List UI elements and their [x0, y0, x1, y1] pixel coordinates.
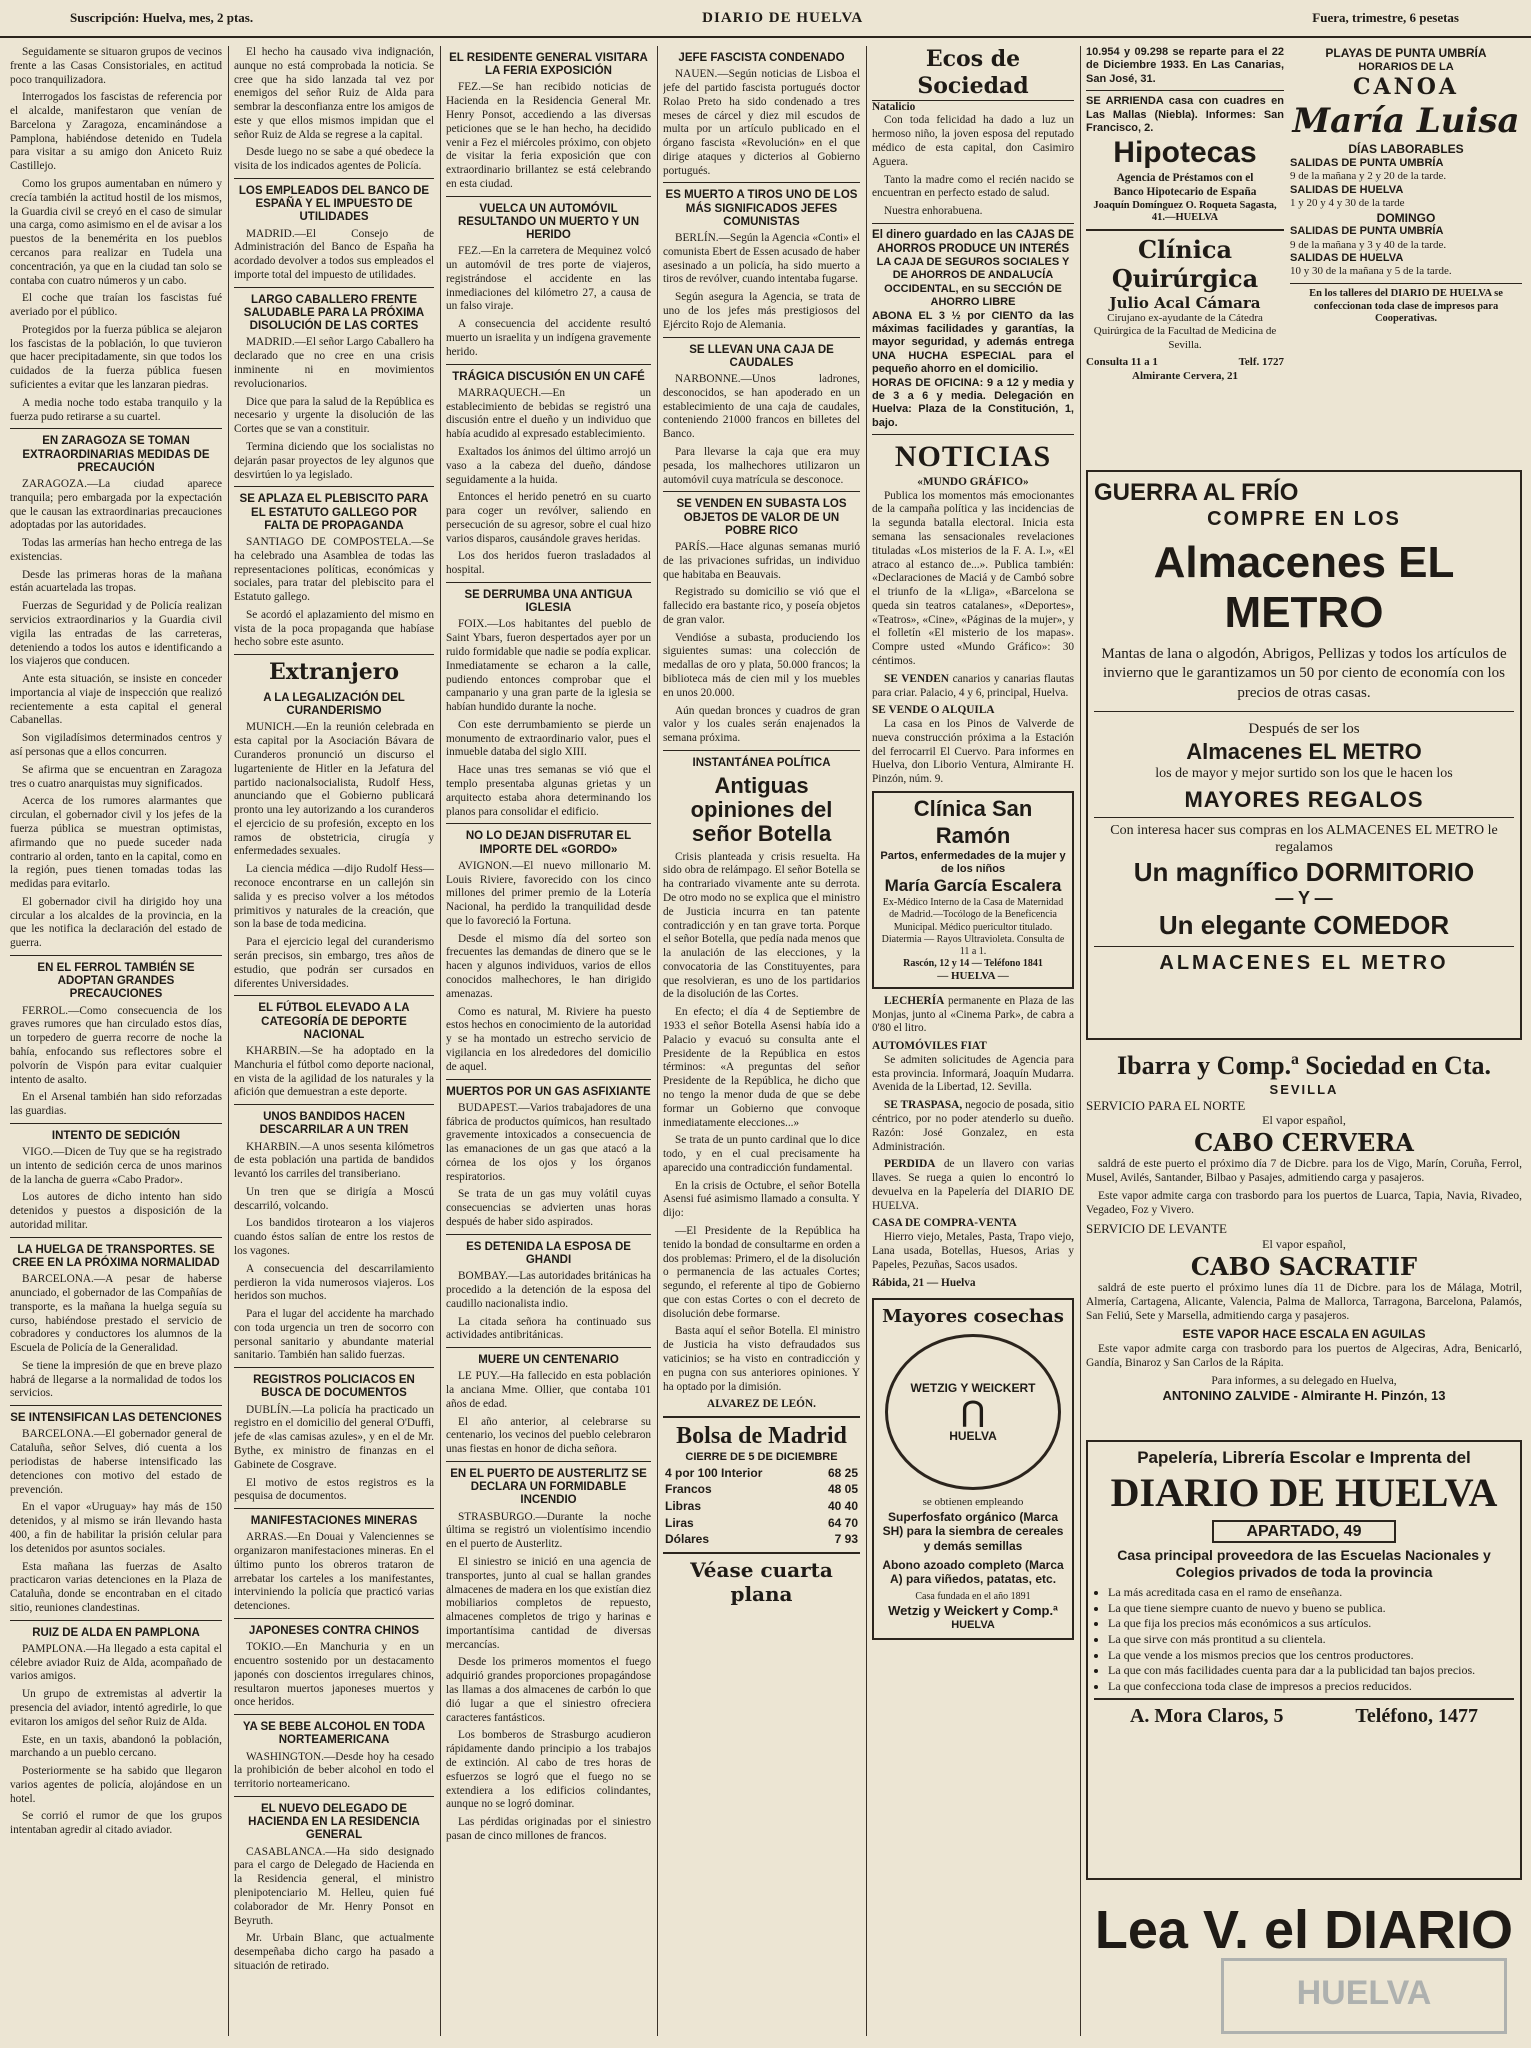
savings-ad-bank: LA CAJA DE SEGUROS SOCIALES Y DE AHORROS DE ANDALUCÍA OCCIDENTAL, en su SECCIÓN DE AHORRO LIBRE [876, 255, 1070, 309]
article-headline: YA SE BEBE ALCOHOL EN TODA NORTEAMERICANA [242, 1721, 426, 1747]
article-headline: SE VENDEN EN SUBASTA LOS OBJETOS DE VALOR DE UN POBRE RICO [676, 498, 847, 537]
stop-note: ESTE VAPOR HACE ESCALA EN AGUILAS [1182, 1327, 1426, 1342]
ferry-name: María Luisa [1292, 100, 1520, 141]
paragraph: Entonces el herido penetró en su cuarto para coger un revólver, saliendo en persecución de su agresor, sobre el cual hizo varios disparos, causándole graves heridas. [446, 491, 651, 545]
paragraph: Interrogados los fascistas de referencia por el alcalde, manifestaron que venían de Barcelona y Zaragoza, encaminándose a Pamplona, habiéndose detenido en Tudela para visitar a su amigo don Aniceto Ruiz Castillejo. [10, 91, 222, 173]
stock-row [663, 1498, 860, 1515]
mortgage-bank: Banco Hipotecario de España [1113, 185, 1257, 198]
schedule-subheading: SALIDAS DE HUELVA [1290, 183, 1404, 196]
mortgage-sub: Agencia de Préstamos con el [1116, 172, 1254, 185]
paragraph: KHARBIN.—Se ha adoptado en la Manchuria el fútbol como deporte nacional, en vista de la agilidad de los naturales y la afición que demuestran a este deporte. [234, 1044, 434, 1099]
metro-text: los de mayor y mejor surtido son los que le hacen los [1155, 766, 1453, 782]
paragraph: NARBONNE.—Unos ladrones, desconocidos, se han apoderado en un establecimiento de una caja de caudales, conteniendo 21000 francos en billetes del Banco. [663, 373, 860, 441]
paragraph: A consecuencia del descarrilamiento perdieron la vida numerosos viajeros. Los heridos son muchos. [234, 1262, 434, 1303]
classified-heading: SE VENDE O ALQUILA [872, 704, 995, 717]
column-5 [872, 46, 1074, 2041]
paragraph: Se corrió el rumor de que los grupos intentaban agredir al citado aviador. [10, 1810, 222, 1837]
column-2 [234, 46, 434, 2041]
article-headline: ES DETENIDA LA ESPOSA DE GHANDI [466, 1240, 631, 1266]
paragraph: NAUEN.—Según noticias de Lisboa el jefe del partido fascista portugués doctor Rolao Preto ha sido condenado a tres meses de cárcel y diez mil escudos de multa por un artículo publicado en el órgano fascista «Revolución» en el que dirige ataques y dicterios al Gobierno portugués. [663, 68, 860, 177]
paragraph: STRASBURGO.—Durante la noche última se registró un violentísimo incendio en el puerto de Austerlitz. [446, 1510, 651, 1551]
article-headline: JAPONESES CONTRA CHINOS [248, 1625, 420, 1638]
classified-heading: LECHERÍA [884, 994, 945, 1007]
paragraph: Posteriormente se ha sabido que llegaron varios agentes de policía, alojándose en un hotel. [10, 1765, 222, 1805]
fertilizer-ad [872, 1298, 1074, 1640]
paragraph: WASHINGTON.—Desde hoy ha cesado la prohibición de beber alcohol en todo el territorio norteamericano. [234, 1750, 434, 1791]
paragraph: Se tiene la impresión de que en breve plazo habrá de llegarse a la normalidad de todos los servicios. [10, 1359, 222, 1400]
article-headline: SE APLAZA EL PLEBISCITO PARA EL ESTATUTO GALLEGO POR FALTA DE PROPAGANDA [239, 493, 429, 532]
schedule-subheading: SALIDAS DE HUELVA [1290, 252, 1404, 265]
article-headline: EL FÚTBOL ELEVADO A LA CATEGORÍA DE DEPORTE NACIONAL [258, 1002, 410, 1041]
classified-text: Hierro viejo, Metales, Pasta, Trapo viejo, Lana usada, Botellas, Huesos, Arias y Papeles, Pezuñas, Sacos usados. [872, 1231, 1074, 1271]
shipping-company: Ibarra y Comp.ª Sociedad en Cta. [1117, 1051, 1491, 1080]
paragraph: PAMPLONA.—Ha llegado a esta capital el célebre aviador Ruiz de Alda, acompañado de varios amigos. [10, 1642, 222, 1683]
paragraph: Para el ejercicio legal del curanderismo serán precisos, sin embargo, tres años de estudio, que podrán ser cursados en diferentes Universidades. [234, 936, 434, 990]
logo-brand: WETZIG Y WEICKERT [910, 1380, 1036, 1395]
paragraph: El gobernador civil ha dirigido hoy una circular a los alcaldes de la provincia, en la que les notifica la declaración del estado de guerra. [10, 895, 222, 950]
classified-address: Rábida, 21 — Huelva [872, 1276, 976, 1289]
article-headline: ES MUERTO A TIROS UNO DE LOS MÁS SIGNIFICADOS JEFES COMUNISTAS [665, 189, 858, 228]
paragraph: FEZ.—En la carretera de Mequinez volcó un automóvil de tres porte de viajeros, registrándose el accidente en las inmediaciones del kilómetro 27, a causa de un falso viraje. [446, 245, 651, 313]
article-headline: VUELCA UN AUTOMÓVIL RESULTANDO UN MUERTO Y UN HERIDO [457, 202, 640, 242]
fertilizer-text: se obtienen empleando [922, 1496, 1024, 1509]
metro-sub: COMPRE EN LOS [1207, 508, 1401, 531]
subscription-local: Suscripción: Huelva, mes, 2 ptas. [70, 10, 254, 25]
vessel-name: CABO SACRATIF [1190, 1251, 1418, 1281]
article-headline: EL NUEVO DELEGADO DE HACIENDA EN LA RESIDENCIA GENERAL [248, 1802, 420, 1842]
stationery-item: • La que tiene siempre cuanto de nuevo y bueno se publica. [1108, 1601, 1514, 1617]
vessel-label: El vapor español, [1262, 1113, 1346, 1128]
paragraph: Dice que para la salud de la República es necesario y urgente la disolución de las Cortes que se van a constituir. [234, 395, 434, 436]
section-title: Extranjero [268, 659, 400, 686]
paragraph: BARCELONA.—El gobernador general de Cataluña, señor Selves, dió cuenta a los periodistas de haberse intensificado las detenciones con motivo del estado de prevención. [10, 1428, 222, 1496]
article-headline: TRÁGICA DISCUSIÓN EN UN CAFÉ [452, 370, 645, 383]
stock-name: Francos [665, 1482, 712, 1497]
paragraph: AVIGNON.—El nuevo millonario M. Louis Riviere, favorecido con los cinco millones del primer premio de la Lotería Nacional, ha perdido la tranquilidad desde que lo favoreció la Fortuna. [446, 859, 651, 927]
savings-ad-heading: El dinero guardado en las CAJAS DE AHORROS PRODUCE UN INTERÉS [872, 228, 1074, 255]
classified-heading: CASA DE COMPRA-VENTA [872, 1217, 1017, 1230]
classified-heading: AUTOMÓVILES FIAT [872, 1040, 987, 1053]
paragraph: Registrado su domicilio se vió que el fallecido era bastante rico, y poseía objetos de gran valor. [663, 586, 860, 626]
paragraph: ARRAS.—En Douai y Valenciennes se organizaron manifestaciones mineras. En el último punto los obreros trataron de arrebatar los carteles a los manifestantes, interviniendo la policía que practicó varias detenciones. [234, 1531, 434, 1613]
savings-ad-hours: HORAS DE OFICINA: 9 a 12 y media y de 3 a 6 y media. Delegación en Huelva: Plaza de la Constitución, 1, bajo. [872, 376, 1074, 429]
paragraph: BUDAPEST.—Varios trabajadores de una fábrica de productos químicos, han resultado gravemente intoxicados a consecuencia de las emanaciones de un gas que atacó a la córnea de los ojos y los órganos respiratorios. [446, 1101, 651, 1183]
read-the-newspaper: Lea V. el DIARIO [1094, 1900, 1514, 1960]
company-name: Wetzig y Weickert y Comp.ª [888, 1603, 1058, 1619]
paragraph: BERLÍN.—Según la Agencia «Conti» el comunista Ebert de Essen acusado de haber asesinado a un policía, ha sido muerto a tiros de revólver, cuando intentaba fugarse. [663, 232, 860, 286]
service-heading: SERVICIO PARA EL NORTE [1086, 1097, 1246, 1113]
paragraph: En el Arsenal también han sido reforzadas las guardias. [10, 1091, 222, 1118]
clinic-description: Cirujano ex-ayudante de la Cátedra Quirúrgica de la Facultad de Medicina de Sevilla. [1093, 312, 1277, 351]
column-7 [1290, 46, 1522, 426]
paragraph: Los bandidos tirotearon a los viajeros cuando éstos salían de entre los restos de los vagones. [234, 1217, 434, 1257]
article-headline: SE LLEVAN UNA CAJA DE CAUDALES [689, 343, 834, 369]
article-headline: SE DERRUMBA UNA ANTIGUA IGLESIA [464, 588, 633, 615]
metro-text: Después de ser los [1248, 721, 1360, 738]
article-headline: EL RESIDENTE GENERAL VISITARA LA FERIA EXPOSICIÓN [449, 52, 648, 78]
stock-value: 64 70 [827, 1515, 858, 1530]
stationery-item: • La que confecciona toda clase de impresos a precios reducidos. [1108, 1679, 1514, 1695]
paragraph: El hecho ha causado viva indignación, aunque no está comprobada la noticia. Se cree que ha sido lanzada tal vez por enemigos del señor Ruiz de Alda para sembrar la desconfianza entre los amigos de este y que ellos mismos impidan que el señor Ruiz de Alda se regrese a la capital. [234, 46, 434, 141]
article-headline: LOS EMPLEADOS DEL BANCO DE ESPAÑA Y EL IMPUESTO DE UTILIDADES [238, 185, 430, 224]
metro-headline: GUERRA AL FRÍO [1094, 479, 1299, 506]
classified-heading: SE TRASPASA, [884, 1099, 963, 1112]
vessel-label: El vapor español, [1262, 1237, 1346, 1252]
classified-text: negocio de posada, sitio céntrico, por no poder atenderlo su dueño. Razón: José Gonzalez, en esta Administración. [872, 1099, 1074, 1153]
column-4 [663, 46, 860, 2041]
paragraph: KHARBIN.—A unos sesenta kilómetros de esta población una partida de bandidos levantó los carriles del transiberiano. [234, 1140, 434, 1181]
paragraph: Nuestra enhorabuena. [884, 205, 983, 218]
paragraph: MADRID.—El señor Largo Caballero ha declarado que no cree en una crisis inminente ni en movimientos revolucionarios. [234, 336, 434, 390]
column-rule [657, 46, 658, 2036]
paragraph: Se afirma que se encuentran en Zaragoza tres o cuatro anarquistas muy significados. [10, 763, 222, 790]
clinic-name: Clínica San Ramón [913, 796, 1033, 848]
paragraph: A media noche todo estaba tranquilo y la fuerza pudo retirarse a su cuartel. [10, 396, 222, 423]
paragraph: Se trata de un punto cardinal que lo dice todo, y en el cual precisamente ha aparecido una contradicción fundamental. [663, 1134, 860, 1174]
paragraph: En la crisis de Octubre, el señor Botella Asensi fué asimismo llamado a consulta. Y dijo: [663, 1179, 860, 1220]
paragraph: DUBLÍN.—La policía ha practicado un registro en el domicilio del general O'Duffi, jefe de «las camisas azules», y en el de Mr. Bythe, ex ministro de finanzas en el Gabinete de Cosgrave. [234, 1403, 434, 1471]
paragraph: Se trata de un gas muy volátil cuyas consecuencias se advierten unas horas después de haber sido aspirados. [446, 1188, 651, 1228]
classified-heading: SE VENDEN [884, 672, 949, 685]
fertilizer-headline: Mayores cosechas [882, 1306, 1064, 1328]
paragraph: Desde las primeras horas de la mañana están acuartelada las tropas. [10, 568, 222, 595]
society-section-title: Ecos de Sociedad [872, 46, 1074, 101]
mortgage-title: Hipotecas [1113, 136, 1257, 170]
paragraph: Termina diciendo que los socialistas no dejarán pasar proyectos de ley algunos que desvirtúen lo ya legislado. [234, 440, 434, 481]
paragraph: La citada señora ha continuado sus actividades antibritánicas. [446, 1315, 651, 1342]
metro-ad [1086, 470, 1522, 1040]
ferry-beach: PLAYAS DE PUNTA UMBRÍA [1325, 46, 1487, 60]
stock-value: 48 05 [827, 1482, 858, 1497]
paragraph: Este, en un taxis, abandonó la población, marchando a un pueblo cercano. [10, 1733, 222, 1760]
article-headline: EN EL FERROL TAMBIÉN SE ADOPTAN GRANDES PRECAUCIONES [37, 961, 195, 1001]
classified-text: permanente en Plaza de las Monjas, junto al «Cinema Park», de cabra a 0'80 el litro. [872, 994, 1074, 1035]
schedule-subheading: SALIDAS DE PUNTA UMBRÍA [1290, 225, 1444, 238]
stationery-item: • La que fija los precios más económicos a sus artículos. [1108, 1616, 1514, 1632]
paragraph: La ciencia médica —dijo Rudolf Hess— reconoce encontrarse en un callejón sin salida y es preciso volver a los métodos primitivos y naturales de la creación, que son la base de toda medicina. [234, 863, 434, 931]
metro-prize-2: Un elegante COMEDOR [1158, 910, 1450, 941]
paragraph: Los bomberos de Strasburgo acudieron rápidamente dando principio a los trabajos de extinción. Al cabo de tres horas de esfuerzos se logró que el fuego no se extendiera a los edificios colindantes, aunque no se logró dominar. [446, 1729, 651, 1811]
stationery-claim: Casa principal proveedora de las Escuelas Nacionales y Colegios privados de toda la provincia [1117, 1547, 1491, 1581]
paragraph: Esta mañana las fuerzas de Asalto practicaron varias detenciones en la Plaza de Cataluña, donde se encontraban en el citado sitio, reuniones clandestinas. [10, 1560, 222, 1614]
metro-and: — Y — [1275, 888, 1333, 909]
article-headline: A LA LEGALIZACIÓN DEL CURANDERISMO [263, 692, 405, 718]
paragraph: saldrá de este puerto el próximo lunes día 11 de Dicbre. para los de Málaga, Motril, Almería, Cartagena, Alicante, Valencia, Palma de Mallorca, Tarragona, Barcelona, Palamós, San Feliú, Sete y Marsella, admitiendo carga y pasajeros. [1086, 1282, 1522, 1323]
paragraph: Mr. Urbain Blanc, que actualmente desempeñaba dicho cargo ha pasado a situación de retirado. [234, 1932, 434, 1972]
subheading: «MUNDO GRÁFICO» [917, 475, 1029, 488]
article-headline: EN ZARAGOZA SE TOMAN EXTRAORDINARIAS MEDIDAS DE PRECAUCIÓN [22, 435, 210, 474]
metro-text: Con interesa hacer sus compras en los ALMACENES EL METRO le regalamos [1110, 823, 1498, 856]
paragraph: Protegidos por la fuerza pública se alejaron los fascistas de la población, lo que tuvieron que hacer precipitadamente, sin que todos los cuidados de la fuerza pública fuesen suficientes a evitar que les lanzaran piedras. [10, 323, 222, 391]
paragraph: BARCELONA.—A pesar de haberse anunciado, el gobernador de las Compañías de transporte, es la mañana la huelga seguía su curso, habiéndose prestado el servicio de cobradores y conductores los alumnos de la Escuela de Policía de la Generalidad. [10, 1273, 222, 1355]
paragraph: MUNICH.—En la reunión celebrada en esta capital por la Asociación Bávara de Curanderos pronunció un discurso el lugarteniente de Hitler en la Jefatura del partido nacionalsocialista, Rudolf Hess, anunciando que el Gobierno publicará pronto una ley autorizando a los curanderos el ejercicio de su profesión, excepto en los ramos de obstetricia, cirugía y enfermedades sexuales. [234, 721, 434, 858]
article-headline: LARGO CABALLERO FRENTE SALUDABLE PARA LA PRÓXIMA DISOLUCIÓN DE LAS CORTES [243, 293, 425, 333]
shipping-ad [1086, 1050, 1522, 1430]
article-headline: REGISTROS POLICIACOS EN BUSCA DE DOCUMENTOS [253, 1374, 415, 1400]
paragraph: El coche que traían los fascistas fué averiado por el público. [10, 292, 222, 319]
clinic-phone: Telf. 1727 [1238, 356, 1284, 369]
metro-prize-1: Un magnífico DORMITORIO [1133, 856, 1475, 887]
mortgage-address: Joaquín Domínguez O. Roqueta Sagasta, 41.—HUELVA [1093, 199, 1277, 224]
paragraph: saldrá de este puerto el próximo día 7 de Dicbre. para los de Vigo, Marín, Coruña, Ferrol, Musel, Avilés, Santander, Bilbao y Pasajes, admitiendo carga y pasajeros. [1086, 1158, 1522, 1185]
logo-city: HUELVA [949, 1429, 997, 1444]
column-rule [1080, 46, 1081, 2036]
paragraph: Crisis planteada y crisis resuelta. Ha sido obra de relámpago. El señor Botella se ha contrariado vivamente ante su derrota. De otro modo no se explica que el ministro de Justicia incurra en tan patente contradicción y en tan grave torta. Porque el señor Botella, que pedía nada menos que la anulación de las elecciones, y la convocatoria de las Constituyentes, para que resolvieran, es uno de los partidarios de la disolución de las Cortes. [663, 850, 860, 1001]
article-headline: SE INTENSIFICAN LAS DETENCIONES [10, 1412, 222, 1425]
paragraph: FERROL.—Como consecuencia de los graves rumores que han circulado estos días, un torpedero de guerra recorre de noche la bahía, enfocando sus reflectores sobre el polvorín de Vispón para evitar cualquier intento de asalto. [10, 1004, 222, 1086]
column-6 [1086, 46, 1284, 426]
paragraph: Desde luego no se sabe a qué obedece la visita de los indicados agentes de Policía. [234, 146, 434, 173]
paragraph: Vendióse a subasta, produciendo los siguientes sumas: una colección de medallas de oro y plata, 50.000 francos; la biblioteca más de cien mil y los muebles en unos 20.000. [663, 631, 860, 699]
byline: ALVAREZ DE LEÓN. [707, 1398, 816, 1411]
ferry-schedule-label: HORARIOS DE LA [1358, 60, 1454, 73]
column-rule [866, 46, 867, 2036]
stock-row [663, 1465, 860, 1482]
clinic-hours: Consulta 11 a 1 [1086, 356, 1158, 369]
stationery-item: • La más acreditada casa en el ramo de enseñanza. [1108, 1585, 1514, 1601]
paragraph: Para llevarse la caja que era muy pesada, los malhechores utilizaron un automóvil cuya matrícula se desconoce. [663, 445, 860, 486]
schedule-times: 9 de la mañana y 3 y 40 de la tarde. [1290, 238, 1447, 251]
schedule-subheading: SALIDAS DE PUNTA UMBRÍA [1290, 156, 1444, 169]
stock-subtitle: CIERRE DE 5 DE DICIEMBRE [685, 1451, 838, 1464]
paragraph: MADRID.—El Consejo de Administración del Banco de España ha acordado devolver a todos sus empleados el importe total del impuesto de utilidades. [234, 227, 434, 282]
paragraph: TOKIO.—En Manchuria y en un encuentro sostenido por un destacamento japonés con doscientos irregulares chinos, resultaron muertos japoneses muertos y once heridos. [234, 1641, 434, 1709]
agent: ANTONINO ZALVIDE - Almirante H. Pinzón, 13 [1162, 1387, 1446, 1403]
stock-title: Bolsa de Madrid [676, 1423, 847, 1450]
page-header [0, 0, 1531, 38]
stationery-ad [1086, 1440, 1522, 1880]
article-headline: RUIZ DE ALDA EN PAMPLONA [32, 1626, 200, 1639]
subheading: Natalicio [872, 100, 916, 113]
paragraph: Para el lugar del accidente ha marchado con toda urgencia un tren de socorro con personal sanitario y abundante material sanitario. También han salido fuerzas. [234, 1308, 434, 1362]
founded-note: Casa fundada en el año 1891 [915, 1590, 1031, 1602]
stock-name: 4 por 100 Interior [665, 1465, 763, 1480]
classified-heading: PERDIDA [884, 1158, 936, 1171]
schedule-heading: DOMINGO [1376, 210, 1436, 225]
stationery-item: • La que con más facilidades cuenta para dar a la publicidad tan bajos precios. [1108, 1663, 1514, 1679]
article-headline: LA HUELGA DE TRANSPORTES. SE CREE EN LA PRÓXIMA NORMALIDAD [12, 1243, 220, 1269]
info-note: Para informes, a su delegado en Huelva, [1211, 1374, 1397, 1387]
metro-footer: ALMACENES EL METRO [1159, 951, 1449, 974]
stock-value: 40 40 [827, 1499, 858, 1514]
paragraph: El motivo de estos registros es la pesquisa de documentos. [234, 1476, 434, 1503]
article-headline: JEFE FASCISTA CONDENADO [678, 52, 845, 64]
print-shop-note: En los talleres del DIARIO DE HUELVA se confeccionan toda clase de impresos para Cooperativas. [1309, 287, 1503, 325]
clinic-address: Rascón, 12 y 14 — Teléfono 1841 [903, 958, 1043, 970]
paragraph: Se acordó el aplazamiento del mismo en vista de la poca propaganda que habíase hecho sobre este asunto. [234, 608, 434, 649]
article-headline: MANIFESTACIONES MINERAS [250, 1515, 418, 1528]
rent-ad: SE ARRIENDA casa con cuadres en Las Mallas (Niebla). Informes: San Francisco, 2. [1086, 95, 1284, 135]
clinic-details: Ex-Médico Interno de la Casa de Maternidad de Madrid.—Tocólogo de la Beneficencia Municipal. Médico puericultor titulado. Diatermia — Rayos Ultravioleta. Consulta de 11 a 1. [881, 897, 1065, 957]
paragraph: LE PUY.—Ha fallecido en esta población la anciana Mme. Ollier, que contaba 101 años de edad. [446, 1370, 651, 1410]
paragraph: Este vapor admite carga con trasbordo para los puertos de Luarca, Tapia, Navia, Rivadeo, Vegadeo, Foz y Vivero. [1086, 1190, 1522, 1217]
stock-value: 68 25 [827, 1465, 858, 1480]
classified-text: La casa en los Pinos de Valverde de nueva construcción próxima a la Estación del ferrocarril El Cuervo. Para informes en Huelva, don Liborio Ventura, Almirante H. Pinzón, núm. 9. [872, 718, 1074, 786]
article-headline: INSTANTÁNEA POLÍTICA [692, 756, 831, 769]
service-heading: SERVICIO DE LEVANTE [1086, 1221, 1227, 1237]
vessel-name: CABO CERVERA [1194, 1128, 1414, 1158]
stationery-item: • La que sirve con más prontitud a su clientela. [1108, 1632, 1514, 1648]
stationery-list [1108, 1585, 1514, 1694]
article-headline: MUERTOS POR UN GAS ASFIXIANTE [446, 1085, 651, 1098]
masthead-title: DIARIO DE HUELVA [702, 9, 864, 26]
paragraph: ZARAGOZA.—La ciudad aparece tranquila; pero embargada por la expectación que le causan las extraordinarias precauciones adoptadas por las autoridades. [10, 477, 222, 532]
paragraph: Con toda felicidad ha dado a luz un hermoso niño, la joven esposa del reputado médico de esta capital, don Casimiro Aguera. [872, 114, 1074, 168]
paragraph: Con este derrumbamiento se pierde un monumento de extraordinario valor, pues el inmueble databa del siglo XIII. [446, 718, 651, 759]
paragraph: El año anterior, al celebrarse su centenario, los vecinos del pueblo celebraron unas fiestas en honor de dicha señora. [446, 1415, 651, 1456]
clinic-title: Clínica Quirúrgica [1111, 235, 1259, 294]
paragraph: Seguidamente se situaron grupos de vecinos frente a las Casas Consistoriales, en actitud poco tranquilizadora. [10, 46, 222, 86]
lottery-note: 10.954 y 09.298 se reparte para el 22 de Diciembre 1933. En Las Canarias, San José, 31. [1086, 46, 1284, 85]
paragraph: Un grupo de extremistas al advertir la presencia del aviador, intentó agredirle, lo que evitaron los amigos del señor Ruiz de Alda. [10, 1688, 222, 1728]
horseshoe-logo [885, 1334, 1061, 1490]
paragraph: Los autores de dicho intento han sido detenidos y puestos a disposición de la autoridad militar. [10, 1191, 222, 1231]
subscription-outside: Fuera, trimestre, 6 pesetas [1312, 10, 1459, 25]
article-headline: EN EL PUERTO DE AUSTERLITZ SE DECLARA UN FORMIDABLE INCENDIO [450, 1468, 647, 1507]
paragraph: —El Presidente de la República ha tenido la bondad de consultarme en orden a dos problemas: Primero, el de la disolución o permanencia de las actuales Cortes; segundo, el referente al tipo de Gobierno que con estas Cortes o con el decreto de disolución debe formarse. [663, 1224, 860, 1320]
stationery-name: DIARIO DE HUELVA [1110, 1469, 1498, 1515]
stock-row [663, 1531, 860, 1548]
column-1 [10, 46, 222, 2041]
archive-watermark: HUELVA [1221, 1958, 1507, 2034]
news-section-title: NOTICIAS [894, 440, 1052, 474]
article-headline: NO LO DEJAN DISFRUTAR EL IMPORTE DEL «GORDO» [465, 830, 632, 856]
stock-name: Liras [665, 1515, 694, 1530]
stock-row [663, 1515, 860, 1532]
paragraph: BOMBAY.—Las autoridades británicas ha procedido a la detención de la esposa del caudillo nacionalista indio. [446, 1270, 651, 1310]
paragraph: CASABLANCA.—Ha sido designado para el cargo de Delegado de Hacienda en la Residencia general, el ministro plenipotenciario M. Helleu, quien fué colaborador de Mr. Henry Ponsot en Beyruth. [234, 1845, 434, 1927]
paragraph: Desde el mismo día del sorteo son frecuentes las demandas de dinero que se le hacen y algunos individuos, varios de ellos conocidos malhechores, le han dirigido amenazas. [446, 932, 651, 1000]
see-fourth-page: Véase cuarta plana [690, 1557, 833, 1607]
stock-name: Dólares [665, 1532, 710, 1547]
clinic-ad [872, 791, 1074, 989]
schedule-heading: DÍAS LABORABLES [1348, 142, 1464, 157]
metro-name-2: Almacenes EL METRO [1186, 738, 1422, 764]
horseshoe-icon: ⋂ [961, 1396, 985, 1428]
stationery-box: APARTADO, 49 [1212, 1520, 1396, 1544]
paragraph: Acerca de los rumores alarmantes que circulan, el gobernador civil y los jefes de la fuerza pública se muestran optimistas, afirmando que no puede suceder nada contrario al orden, tanto en la capital, como en la región, pues tienen tomadas todas las medidas para evitarlo. [10, 795, 222, 891]
classified-text: de un llavero con varias llaves. Se ruega a quien lo encontró lo devuelva en la Papelería del DIARIO DE HUELVA. [872, 1158, 1074, 1212]
paragraph: MARRAQUECH.—En un establecimiento de bebidas se registró una discusión entre el dueño y un individuo que había acudido al expresado establecimiento. [446, 386, 651, 441]
paragraph: Todas las armerías han hecho entrega de las existencias. [10, 537, 222, 563]
article-headline: INTENTO DE SEDICIÓN [51, 1129, 181, 1142]
stock-table [663, 1465, 860, 1548]
stock-row [663, 1481, 860, 1498]
paragraph: Los dos heridos fueron trasladados al hospital. [446, 550, 651, 577]
paragraph: Según asegura la Agencia, se trata de uno de los jefes más prestigiosos del Ejército Rojo de Alemania. [663, 291, 860, 331]
paragraph: Exaltados los ánimos del último arrojó un vaso a la cabeza del dueño, dándose seguidamente a la huida. [446, 445, 651, 486]
paragraph: Las pérdidas originadas por el siniestro pasan de cinco millones de francos. [446, 1816, 651, 1842]
schedule-times: 1 y 20 y 4 y 30 de la tarde [1290, 197, 1405, 210]
paragraph: En el vapor «Uruguay» hay más de 150 detenidos, y al mismo se irán llevando hasta 400, a fin de habilitar la prisión celular para los detenidos por asuntos sociales. [10, 1501, 222, 1555]
stationery-phone: Teléfono, 1477 [1355, 1705, 1479, 1728]
article-headline: MUERE UN CENTENARIO [478, 1354, 619, 1367]
paragraph: SANTIAGO DE COMPOSTELA.—Se ha celebrado una Asamblea de todas las representaciones políticas, económicas y sociales, para tratar del plebiscito para el Estatuto gallego. [234, 535, 434, 604]
paragraph: Ante esta situación, se insiste en conceder importancia al viaje de inspección que realizó recientemente a esta capital el general Cabanellas. [10, 673, 222, 727]
paragraph: El siniestro se inició en una agencia de transportes, junto al cual se hallan grandes almacenes de madera en los que existían diez mobiliarios completos de repuesto, almacenes completos de trigo y harinas e importantísima cantidad de diversas mercancías. [446, 1556, 651, 1651]
metro-name: Almacenes EL METRO [1153, 537, 1455, 638]
metro-text: Mantas de lana o algodón, Abrigos, Pellizas y todos los artículos de invierno que le garantizamos un 50 por ciento de economía con los precios de otras casas. [1101, 645, 1507, 701]
clinic-address: Almirante Cervera, 21 [1132, 369, 1238, 382]
paragraph: Como los grupos aumentaban en número y crecía también la actitud hostil de los mismos, la Guardia civil se creyó en el caso de simular una carga, como asimismo en el de avisar a los puestos de la benemérita en los pueblos cercanos para realizar en Tudela una concentración, ya que en la ciudad tan solo se contaba con cuatro números y un cabo. [10, 178, 222, 287]
clinic-city: — HUELVA — [937, 970, 1009, 983]
paragraph: Como es natural, M. Riviere ha puesto estos hechos en conocimiento de la autoridad y se ha montado un estrecho servicio de vigilancia en los alrededores del domicilio de aquel. [446, 1005, 651, 1073]
paragraph: Tanto la madre como el recién nacido se encuentran en perfecto estado de salud. [872, 173, 1074, 200]
paragraph: Un tren que se dirigía a Moscú descarriló, volcando. [234, 1185, 434, 1212]
column-3 [446, 46, 651, 2041]
metro-gifts: MAYORES REGALOS [1184, 786, 1424, 812]
clinic-specialty: Partos, enfermedades de la mujer y de los niños [880, 849, 1066, 876]
stock-name: Libras [665, 1499, 702, 1514]
paragraph: En efecto; el día 4 de Septiembre de 1933 el señor Botella Asensi había ido a Palacio y evacuó su consulta ante el Presidente de la República en estos términos: «A preguntas del señor Presidente de la República, he dicho que no tengo la menor duda de que se debe formar un Gobierno que convoque inmediatamente elecciones...» [663, 1006, 860, 1129]
stationery-item: • La que vende a los mismos precios que los centros productores. [1108, 1648, 1514, 1664]
paragraph: VIGO.—Dicen de Tuy que se ha registrado un intento de sedición cerca de unos marinos de la lancha de guerra «Cabo Prador». [10, 1146, 222, 1186]
paragraph: PARÍS.—Hace algunas semanas murió de las privaciones sufridas, un individuo que habitaba en Beauvais. [663, 540, 860, 581]
column-rule [440, 46, 441, 2036]
article-headline: UNOS BANDIDOS HACEN DESCARRILAR A UN TREN [259, 1111, 409, 1137]
fertilizer-product: Superfosfato orgánico (Marca SH) para la siembra de cereales y demás semillas [882, 1509, 1064, 1553]
paragraph: Desde los primeros momentos el fuego adquirió grandes proporciones propagándose las llamas a dos almacenes de carbón lo que dió lugar a que el siniestro ofreciera caracteres fantásticos. [446, 1656, 651, 1724]
stock-value: 7 93 [834, 1532, 858, 1547]
paragraph: Son vigiladísimos determinados centros y así personas que a ellos concurren. [10, 732, 222, 759]
paragraph: Aún quedan bronces y cuadros de gran valor y los cuales serán enajenados la semana próxima. [663, 704, 860, 745]
paragraph: Este vapor admite carga con trasbordo para los puertos de Algeciras, Adra, Benicarló, Gandía, Binaroz y San Carlos de la Rápita. [1086, 1342, 1522, 1369]
schedule-times: 10 y 30 de la mañana y 5 de la tarde. [1290, 265, 1452, 278]
fertilizer-product: Abono azoado completo (Marca A) para viñedos, patatas, etc. [882, 1557, 1064, 1587]
company-city: HUELVA [951, 1618, 995, 1631]
schedule-times: 9 de la mañana y 2 y 20 de la tarde. [1290, 170, 1447, 183]
stationery-top: Papelería, Librería Escolar e Imprenta del [1137, 1448, 1471, 1467]
paragraph: Fuerzas de Seguridad y de Policía realizan servicios extraordinarios y la Guardia civil vigila las entradas de las carreteras, deteniendo a todos los autos e identificando a los viajeros que conducen. [10, 600, 222, 668]
paragraph: A consecuencia del accidente resultó muerto un israelita y un indígena gravemente herido. [446, 318, 651, 358]
classified-text: canarios y canarias flautas para criar. Palacio, 4 y 6, principal, Huelva. [872, 672, 1074, 699]
stationery-address: A. Mora Claros, 5 [1129, 1705, 1284, 1728]
paragraph: Hace unas tres semanas se vió que el templo presentaba algunas grietas y un arquitecto estaba ahora determinando los planos para consolidar el edificio. [446, 764, 651, 818]
column-rule [228, 46, 229, 2036]
savings-ad-rate: ABONA EL 3 ½ por CIENTO da las máximas facilidades y garantías, la mayor seguridad, y además entrega UNA HUCHA ESPECIAL para el pequeño ahorro en el domicilio. [872, 309, 1074, 376]
paragraph: FOIX.—Los habitantes del pueblo de Saint Ybars, fueron despertados ayer por un ruido formidable que nadie se podía explicar. Inmediatamente se echaron a la calle, pudiendo entonces comprobar que el campanario y una gran parte de la iglesia se habían hundido durante la noche. [446, 618, 651, 714]
shipping-city: SEVILLA [1269, 1081, 1339, 1097]
paragraph: Basta aquí el señor Botella. El ministro de Justicia ha visto defraudados sus vaticinios; se ha visto en contradicción y en pugna con sus anteriores opiniones. Y ha optado por la dimisión. [663, 1325, 860, 1393]
classified-text: Se admiten solicitudes de Agencia para esta provincia. Informará, Joaquín Mudarra. Avenida de la Libertad, 12. Sevilla. [872, 1053, 1074, 1094]
ferry-type: CANOA [1353, 74, 1459, 101]
paragraph: Publica los momentos más emocionantes de la campaña política y las incidencias de la segunda batalla electoral. Inicia esta semana las sensacionales revelaciones tituladas «Los misterios de la F. A. I.», «El atraco al estanco de...». Publica también: «Declaraciones de Maciá y de Cambó sobre el triunfo de la «Lliga», «Barcelona se queda sin teatros catalanes», «Deportes», «Teatros», «Cine», «Páginas de la mujer», y el folletín «El misterio de los mapas». Compre usted «Mundo Gráfico»: 30 céntimos. [872, 489, 1074, 667]
clinic-doctor: María García Escalera [884, 876, 1062, 896]
feature-headline: Antiguas opiniones del señor Botella [690, 773, 833, 847]
paragraph: FEZ.—Se han recibido noticias de Hacienda en la Residencia General Mr. Henry Ponsot, accediendo a las diversas peticiones que se le han hecho, ha decidido venir a Fez el miércoles próximo, con objeto de visitar la feria exposición que con extraordinario brillantez se está celebrando en esta ciudad. [446, 81, 651, 190]
clinic-doctor: Julio Acal Cámara [1109, 293, 1261, 312]
